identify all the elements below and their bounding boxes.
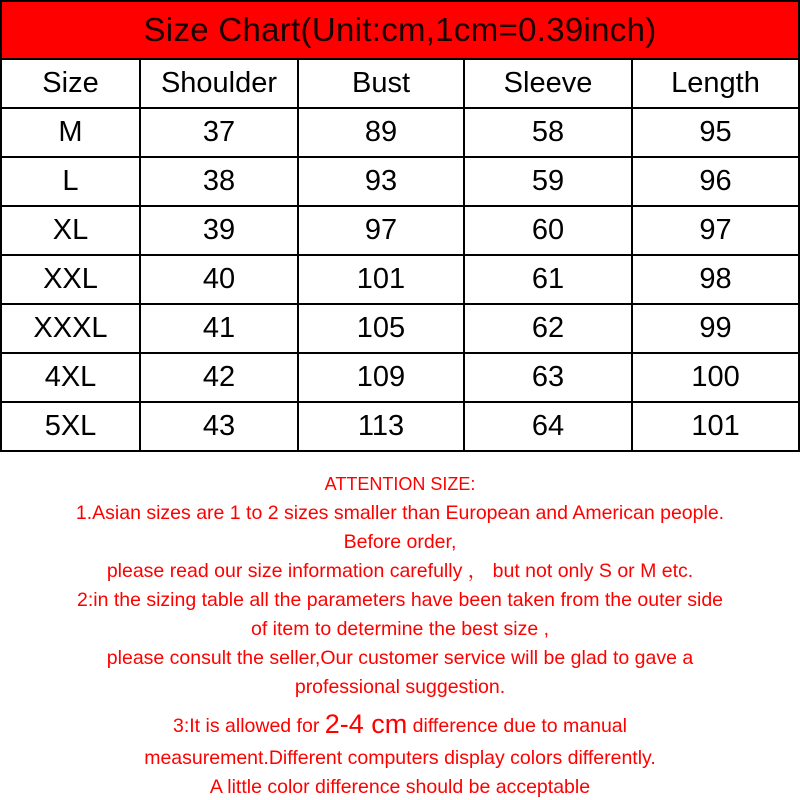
- cell-size: XL: [1, 206, 140, 255]
- note-line: 2:in the sizing table all the parameters have been taken from the outer side: [76, 589, 724, 611]
- attention-notes: [0, 470, 800, 800]
- table-row: [1, 157, 799, 206]
- note-line: Before order,: [343, 531, 457, 553]
- header-bust: Bust: [298, 59, 464, 108]
- cell-size: L: [1, 157, 140, 206]
- size-chart-title: Size Chart(Unit:cm,1cm=0.39inch): [1, 1, 799, 59]
- note-text: difference due to manual: [407, 715, 627, 737]
- cell-sleeve: 58: [464, 108, 632, 157]
- header-sleeve: Sleeve: [464, 59, 632, 108]
- cell-shoulder: 37: [140, 108, 298, 157]
- cell-shoulder: 41: [140, 304, 298, 353]
- table-row: [1, 206, 799, 255]
- cell-length: 97: [632, 206, 799, 255]
- note-line: measurement.Different computers display colors differently.: [144, 747, 656, 769]
- cell-sleeve: 61: [464, 255, 632, 304]
- note-line: A little color difference should be acceptable: [209, 776, 591, 798]
- attention-title: ATTENTION SIZE:: [324, 474, 476, 494]
- table-row: [1, 402, 799, 451]
- table-row: [1, 108, 799, 157]
- cell-size: XXL: [1, 255, 140, 304]
- cell-length: 95: [632, 108, 799, 157]
- note-line-tolerance: [0, 706, 800, 744]
- cell-length: 99: [632, 304, 799, 353]
- header-length: Length: [632, 59, 799, 108]
- cell-size: 4XL: [1, 353, 140, 402]
- cell-bust: 109: [298, 353, 464, 402]
- header-shoulder: Shoulder: [140, 59, 298, 108]
- size-chart-header-row: [1, 59, 799, 108]
- cell-bust: 89: [298, 108, 464, 157]
- cell-sleeve: 59: [464, 157, 632, 206]
- cell-length: 100: [632, 353, 799, 402]
- cell-shoulder: 43: [140, 402, 298, 451]
- cell-length: 96: [632, 157, 799, 206]
- cell-shoulder: 40: [140, 255, 298, 304]
- cell-length: 98: [632, 255, 799, 304]
- note-line: please read our size information carefully ， but not only S or M etc.: [106, 560, 694, 582]
- cell-shoulder: 39: [140, 206, 298, 255]
- cell-sleeve: 60: [464, 206, 632, 255]
- note-line: professional suggestion.: [294, 676, 506, 698]
- cell-bust: 113: [298, 402, 464, 451]
- note-line: 1.Asian sizes are 1 to 2 sizes smaller than European and American people.: [75, 502, 725, 524]
- table-row: [1, 255, 799, 304]
- cell-sleeve: 63: [464, 353, 632, 402]
- cell-sleeve: 62: [464, 304, 632, 353]
- cell-size: XXXL: [1, 304, 140, 353]
- cell-shoulder: 38: [140, 157, 298, 206]
- cell-shoulder: 42: [140, 353, 298, 402]
- note-line: please consult the seller,Our customer service will be glad to gave a: [106, 647, 694, 669]
- cell-bust: 105: [298, 304, 464, 353]
- cell-size: M: [1, 108, 140, 157]
- header-size: Size: [1, 59, 140, 108]
- table-row: [1, 304, 799, 353]
- cell-bust: 93: [298, 157, 464, 206]
- cell-size: 5XL: [1, 402, 140, 451]
- cell-length: 101: [632, 402, 799, 451]
- cell-bust: 97: [298, 206, 464, 255]
- tolerance-highlight: 2-4 cm: [324, 709, 408, 739]
- size-chart-title-row: [1, 1, 799, 59]
- note-text: 3:It is allowed for: [173, 715, 325, 737]
- cell-bust: 101: [298, 255, 464, 304]
- table-row: [1, 353, 799, 402]
- cell-sleeve: 64: [464, 402, 632, 451]
- note-line: of item to determine the best size ,: [250, 618, 550, 640]
